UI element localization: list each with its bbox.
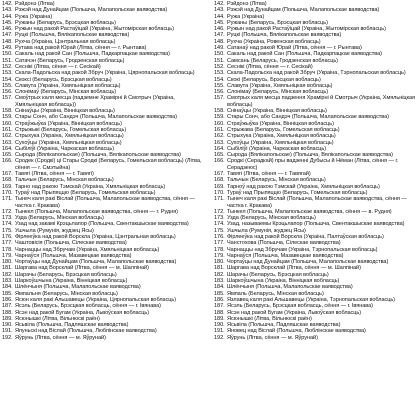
item-number: 182. (2, 271, 13, 278)
item-text: Рэжэй над Дунайцам (Польшча, Малапольскае ваяводства) (15, 7, 168, 14)
item-number: 151. (214, 57, 225, 64)
item-number: 172. (214, 208, 225, 215)
item-text: Чортаўцы над Дунайцам (Польшча, Малапольскае ваяводства) (15, 259, 177, 266)
item-number: 161. (214, 126, 225, 133)
item-text: Ямпаль (Беларусь, Мінская вобласць) (227, 290, 324, 297)
item-text: Сродкі (Серадкай) пры вадзенні Дубысы й Нёман (Літва, сёння — г. Серадзеюс) (227, 158, 399, 171)
item-text: Тавягі (Літва, сёння — г. Тавягай) (227, 171, 311, 178)
item-text: Тураў над Прыпяццю (Беларусь, Гомельская вобласць) (15, 189, 156, 196)
item-number: 185. (214, 290, 225, 297)
item-text: Фірлееўка над ракой Ворскла (Украіна, Цэнтральная вобласць) (15, 233, 176, 240)
item-text: Фірлееўка над ракой Ворскла (Украіна, Палтаўская вобласць) (227, 233, 384, 240)
item-text: Сырода (Вялікапольскае) (Польшча, Вялікапольскае ваяводства) (227, 152, 393, 159)
item-number: 186. (2, 296, 13, 303)
item-number: 167. (214, 171, 225, 178)
item-text: Тарно над ракою Тэмскай (Украіна, Хмяльніцкая вобласць) (15, 183, 166, 190)
item-text: Стрыхука (Украіна, Хмяльніцкая вобласць) (227, 133, 336, 140)
item-text: Чортаўцы над Дунайцам (Польшча, Малапольскае ваяводства) (227, 259, 389, 266)
item-number: 154. (2, 76, 13, 83)
item-number: 157. (2, 95, 13, 102)
item-number: 183. (214, 278, 225, 285)
item-text: Скала-Падольска над ракой Збруч (Украіна, Тэрнопальская вобласць) (227, 70, 406, 77)
item-number: 180. (2, 259, 13, 266)
item-number: 148. (2, 38, 13, 45)
item-number: 164. (2, 145, 13, 152)
item-number: 171. (214, 196, 225, 203)
item-text: Самсань (Беларусь, Гродзенская вобласць) (227, 57, 338, 64)
item-text: Шаргава над Ворсклай (Літва, сёння — м. Шалпінай) (227, 265, 361, 272)
item-text: Чаштовісія (Польшча, Сілескае ваяводства) (15, 240, 127, 247)
item-text: Ружаны (Беларусь, Брэсцкая вобласць) (15, 19, 116, 26)
item-text: Ясюн каля ракі Альшавецы (Украіна, Цярнопальская вобласць) (15, 296, 177, 303)
item-text: Сатачэн (Беларусь, Гродзенская вобласць) (15, 57, 125, 64)
item-text: Стрыжыкі (Беларусь, Гомельская вобласць) (15, 126, 127, 133)
item-text: Смотрых каля месца падзення Храмірні й Смотрыч (Украіна, Хмяльніцкая вобласць) (227, 95, 415, 108)
item-text: Рэйдонэ (Літва) (15, 1, 55, 7)
item-text: Ружа (Украіна) (15, 13, 53, 20)
item-text: Сыбіліўі (Украіна, Чаркаская вобласць) (227, 145, 327, 152)
item-text: Ясюнышкі (Літва, Вільнюскі раён) (227, 315, 312, 322)
item-text: Слонімаў (Беларусь, Мінская вобласць) (15, 89, 117, 96)
item-number: 181. (2, 265, 13, 272)
item-text: Ушчыла (Румунія, жудзец Ясы) (15, 227, 94, 234)
item-number: 189. (214, 315, 225, 322)
item-text: Чарнаўся (Польшча, Мазавецкае ваяводства) (15, 252, 132, 259)
item-number: 149. (214, 45, 225, 52)
item-text: Тынеч каля ракі Віслай (Польшча, Малапольскае ваяводства, сёння — частка г. Кракава) (15, 196, 195, 209)
item-number: 168. (2, 177, 13, 184)
item-text: Чарнаццы над Збручам (Украіна, Тэрнопальская вобласць) (227, 246, 378, 253)
item-number: 171. (2, 196, 13, 203)
item-number: 160. (2, 120, 13, 127)
item-text: Ружын над ракой Растаўіцай (Украіна, Жытомірская вобласць) (15, 26, 174, 33)
item-number: 159. (214, 114, 225, 121)
item-number: 184. (2, 284, 13, 291)
item-text: Тынкел (Польшча, Малапольскае ваяводства, сёння — в. Рудня) (227, 208, 392, 215)
item-text: Снінаўцы (Украіна, Вінніцкая вобласць) (15, 108, 115, 115)
item-text: Яновец над Віслай (Польшча, Люблінскае ваяводства) (227, 328, 366, 335)
item-text: Славута (Украіна, Хмяльніцкая вобласць) (15, 82, 121, 89)
item-number: 142. (2, 1, 13, 7)
item-number: 152. (2, 63, 13, 70)
item-text: Тынеч каля ракі Віслай (Польшча, Малапольскае ваяводства, сёння — частка г. Кракава) (227, 196, 407, 209)
item-number: 176. (214, 233, 225, 240)
item-text: Страўжыўка (Украіна, Вінніцкая вобласць) (15, 120, 122, 127)
item-number: 147. (2, 32, 13, 39)
item-number: 174. (214, 221, 225, 228)
item-number: 152. (214, 63, 225, 70)
item-number: 144. (214, 13, 225, 20)
item-text: Сакаль над ракой Сан (Польшча, Падкарпацкае ваяводства) (227, 51, 382, 58)
item-text: Сеснікі (Літва, сёння — г. Сесікай) (227, 63, 313, 70)
item-text: Узад, называемы Крэцьлапор (Польшча, Свентакшыскае ваяводства) (227, 221, 405, 228)
item-number: 189. (2, 315, 13, 322)
item-text: Ясэн над ракой Бугам (Украіна, Львоўская вобласць) (227, 309, 362, 316)
item-text: Шаркоўшчына (Украіна, Вінніцкая вобласць) (227, 278, 340, 285)
item-text: Ружа (Украіна) (227, 13, 265, 20)
item-number: 181. (214, 265, 225, 272)
item-number: 190. (2, 322, 13, 329)
item-text: Сеснікі (Літва, сёння — г. Сесікай) (15, 63, 101, 70)
item-number: 179. (2, 252, 13, 259)
item-text: Рутава над ракой Юрай (Літва, сёння — г. Рынтава) (15, 45, 147, 52)
item-text: Язлавец каля ракі Альшавецы (Украіна, Тэрнопальская вобласць) (227, 296, 395, 303)
item-text: Сухоўцы (Украіна, Хмяльніцкая вобласць) (227, 139, 334, 146)
item-number: 150. (214, 51, 225, 58)
item-number: 170. (214, 189, 225, 196)
item-number: 161. (2, 126, 13, 133)
item-number: 165. (214, 152, 225, 159)
list-item (2, 335, 206, 341)
item-number: 144. (2, 13, 13, 20)
item-number: 154. (214, 76, 225, 83)
list-item (2, 158, 206, 171)
item-text: Шаркоўшчына (Украіна, Вінніцкая вобласць) (15, 278, 128, 285)
item-number: 191. (2, 328, 13, 335)
item-number: 186. (214, 296, 225, 303)
item-text: Тавягі (Літва, сёння — г. Тавягі) (15, 171, 94, 178)
item-number: 173. (214, 215, 225, 222)
item-text: Скокі (Беларусь, Брэсцкая вобласць) (227, 76, 321, 83)
item-number: 192. (214, 334, 225, 341)
item-text: Стары Сонч, або Сандэч (Польшча, Малапольскае ваяводства) (227, 114, 389, 121)
item-text: Сродек (Сродкі) ці Стары Сродкі (Беларусь, Гомельская вобласць) (Літва, сёння — г. Смэтыйна) (15, 158, 202, 171)
left-column-list (2, 1, 206, 419)
item-number: 149. (2, 45, 13, 52)
item-text: Рэйдонэ (Літва) (227, 1, 267, 7)
item-number: 177. (2, 240, 13, 247)
item-number: 172. (2, 208, 13, 215)
item-number: 147. (214, 32, 225, 39)
item-number: 191. (214, 328, 225, 335)
item-text: Ружаны (Беларусь, Брэсцкая вобласць) (227, 19, 328, 26)
item-number: 162. (214, 133, 225, 140)
item-number: 164. (214, 145, 225, 152)
item-text: Чарнаццы над Збручам (Украіна, Хмяльніцкая вобласць) (15, 246, 160, 253)
item-number: 168. (214, 177, 225, 184)
item-text: Смоўтрых каля месца (падземне Храмірні й Смотрыч (Украіна, Хмяльніцкая вобласць)) (15, 95, 175, 108)
item-text: Тарноў над ракою Тэмскай (Украіна, Хмяльніцкая вобласць) (227, 183, 380, 190)
item-number: 180. (214, 259, 225, 266)
item-text: Ясьвіла (Польшча, Падляшскае ваяводства) (227, 322, 341, 329)
item-number: 177. (214, 240, 225, 247)
item-text: Рухча (Украіна, Ровенская вобласць) (227, 38, 321, 45)
item-text: Шлёнчыня (Польшча, Малапольскае ваяводства) (15, 284, 141, 291)
list-item (2, 196, 206, 209)
item-text: Тальчын (Беларусь, Мінская вобласць) (227, 177, 326, 184)
item-number: 159. (2, 114, 13, 121)
item-number: 175. (214, 227, 225, 234)
item-number: 175. (2, 227, 13, 234)
item-text: Яўрунь (Літва, сёння — м. Яўрунай) (15, 334, 106, 341)
item-text: Сырода (Вялікапольскае) (Польшча, Вялікапольскае ваяводства) (15, 152, 181, 159)
item-text: Снінаўцы (Украіна, Вінніцкая вобласць) (227, 108, 327, 115)
item-number: 156. (2, 89, 13, 96)
item-text: Сухоўцы (Украіна, Хмяльніцкая вобласць) (15, 139, 122, 146)
item-number: 187. (214, 303, 225, 310)
item-number: 178. (214, 246, 225, 253)
item-number: 190. (214, 322, 225, 329)
item-number: 185. (2, 290, 13, 297)
item-text: Узда (Беларусь, Мінская вобласць) (227, 215, 316, 222)
item-text: Чарнаўся (Польшча, Мазавецкае ваяводства) (227, 252, 344, 259)
item-number: 192. (2, 334, 13, 341)
item-text: Рэжэй над Дунайцам (Польшча, Малапольскае ваяводства) (227, 7, 380, 14)
item-number: 188. (214, 309, 225, 316)
item-text: Тынкел (Польшча, Малапольскае ваяводства, сёння — г. Рудня) (15, 208, 178, 215)
item-text: Ясьвіла (Польшча, Падляшскае ваяводства) (15, 322, 129, 329)
item-text: Ясюнышкі (Літва, Вільнюскі раён) (15, 315, 100, 322)
item-number: 167. (2, 171, 13, 178)
item-text: Ямпальня (Беларусь, Мінская вобласць) (15, 290, 118, 297)
item-number: 160. (214, 120, 225, 127)
item-number: 169. (2, 183, 13, 190)
item-text: Яўрунь (Літва, сёння — м. Яўрунай) (227, 334, 318, 341)
item-number: 158. (214, 108, 225, 115)
item-number: 145. (2, 19, 13, 26)
item-number: 163. (214, 139, 225, 146)
list-item (214, 335, 418, 341)
item-number: 150. (2, 51, 13, 58)
item-text: Япуньскі над Віслай (Польшча, Люблінскае ваяводства) (15, 328, 157, 335)
right-column-list (214, 1, 418, 419)
item-number: 148. (214, 38, 225, 45)
item-number: 174. (2, 221, 13, 228)
item-number: 162. (2, 133, 13, 140)
item-number: 151. (2, 57, 13, 64)
item-number: 142. (214, 1, 225, 7)
item-number: 146. (214, 26, 225, 33)
item-text: Чанстохова (Польшча, Сілескае ваяводства) (227, 240, 341, 247)
item-number: 183. (2, 278, 13, 285)
list-item (214, 95, 418, 108)
item-number: 188. (2, 309, 13, 316)
item-text: Ясэль (Беларусь, Брэсцкая вобласць, сёння — г. Івянава) (15, 303, 161, 310)
item-text: Сатанаў над ракой Юрай (Літва, сёння — г. Рынтава) (227, 45, 362, 52)
item-text: Ясэн над ракой Бугам (Украіна, Львоўская вобласць) (15, 309, 150, 316)
item-number: 157. (214, 95, 225, 102)
item-number: 155. (214, 82, 225, 89)
item-text: Шарачы (Беларусь, Брэсцкая вобласць) (227, 271, 329, 278)
item-number: 166. (214, 158, 225, 165)
item-number: 155. (2, 82, 13, 89)
item-number: 166. (2, 158, 13, 165)
item-text: Рухча (Украіна, Цэнтральная вобласць) (15, 38, 116, 45)
item-text: Узад над закамі Крэцьлапор (Польшча, Свентакшыскае ваяводства) (15, 221, 189, 228)
item-text: Руцкі (Польшча, Вялікапольскае ваяводства) (227, 32, 342, 39)
item-text: Стары Сонч, або Сандэч (Польшча, Малапольскае ваяводства) (15, 114, 177, 121)
item-number: 156. (214, 89, 225, 96)
item-text: Ружын над ракой Растаўіцай (Украіна, Жытомірская вобласць) (227, 26, 386, 33)
item-text: Тальчын (Беларусь, Мінская вобласць) (15, 177, 114, 184)
item-number: 178. (2, 246, 13, 253)
item-number: 145. (214, 19, 225, 26)
item-text: Скоксі (Беларусь, Брэсцкая вобласць) (15, 76, 112, 83)
item-text: Шлёнчыня (Польшча, Малапольскае ваяводства) (227, 284, 353, 291)
item-number: 153. (214, 70, 225, 77)
item-text: Слонімаў (Беларусь, Мінская вобласць) (227, 89, 329, 96)
item-text: Стрыхука (Украіна, Хмяльніцкая вобласць) (15, 133, 124, 140)
item-number: 158. (2, 108, 13, 115)
item-text: Узда (Беларусь, Мінская вобласць) (15, 215, 104, 222)
item-number: 153. (2, 70, 13, 77)
item-number: 165. (2, 152, 13, 159)
item-number: 182. (214, 271, 225, 278)
item-number: 143. (2, 7, 13, 14)
item-text: Славута (Украіна, Хмяльніцкая вобласць) (227, 82, 333, 89)
item-text: Руцкі (Польшча, Вялікапольскае ваяводства) (15, 32, 130, 39)
item-number: 179. (214, 252, 225, 259)
list-item (214, 196, 418, 209)
item-text: Шаргава над Ворсклай (Літва, сёння — м. Шалпінай) (15, 265, 149, 272)
item-number: 146. (2, 26, 13, 33)
item-number: 169. (214, 183, 225, 190)
item-number: 176. (2, 233, 13, 240)
item-number: 163. (2, 139, 13, 146)
item-text: Ушчыла (Румунія, жудзец Ясы) (227, 227, 306, 234)
item-number: 143. (214, 7, 225, 14)
list-item (214, 158, 418, 171)
item-text: Стрыжава (Беларусь, Гомельская вобласць) (227, 126, 340, 133)
item-text: Шарачы (Беларусь, Брэсцкая вобласць) (15, 271, 117, 278)
item-text: Скала-Падольска над ракой Збруч (Украіна, Цярнопальская вобласць) (15, 70, 195, 77)
item-text: Сыбіліўі (Украіна, Чаркаская вобласць) (15, 145, 115, 152)
item-text: Ясэль (Беларусь, Брэсцкая вобласць, сёння — г. Івянава) (227, 303, 373, 310)
item-text: Тураў над Прыпяццю (Беларусь, Гомельская вобласць) (227, 189, 368, 196)
list-item (2, 95, 206, 108)
item-number: 184. (214, 284, 225, 291)
item-number: 173. (2, 215, 13, 222)
item-number: 187. (2, 303, 13, 310)
item-number: 170. (2, 189, 13, 196)
item-text: Страўжыўка (Украіна, Вінніцкая вобласць) (227, 120, 334, 127)
item-text: Сакаль над ракой Сан (Польшча, Падкарпацкае ваяводства) (15, 51, 170, 58)
